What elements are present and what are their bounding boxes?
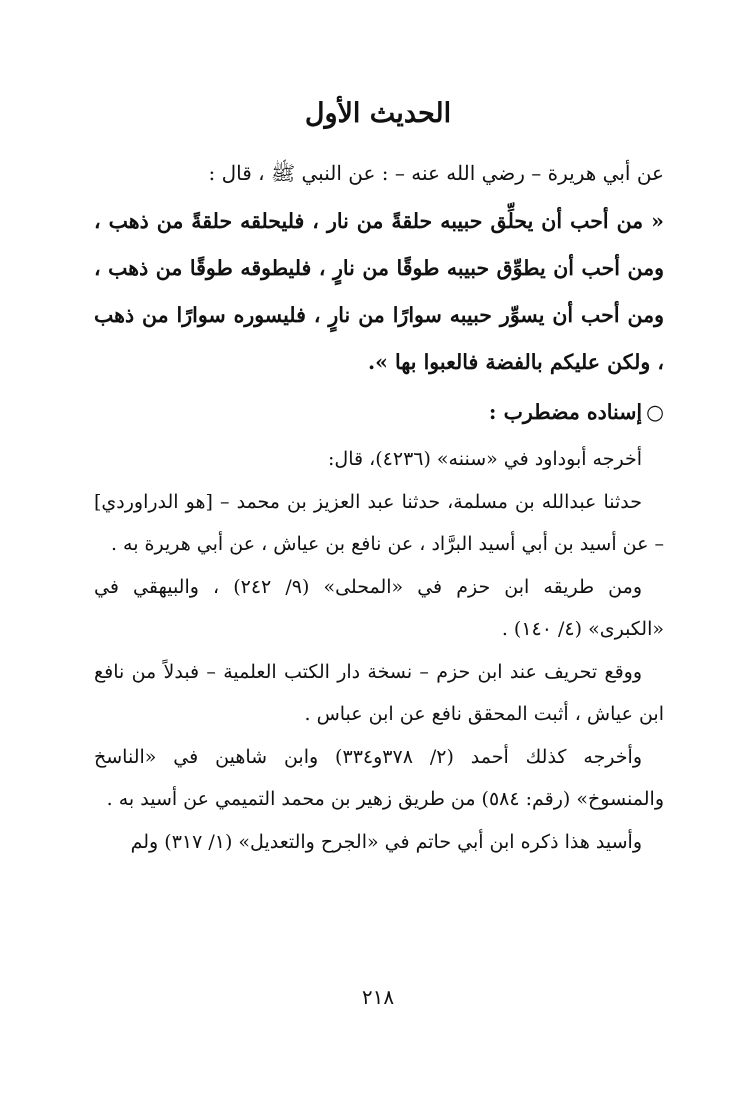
- hadith-text: « من أحب أن يحلِّق حبيبه حلقةً من نار ، فليحلقه حلقةً من ذهب ، ومن أحب أن يطوِّق حبيبه طوقًا من نارٍ ، فليطوقه طوقًا من ذهب ، ومن أحب أن يسوِّر حبيبه سوارًا من نارٍ ، فليسوره سوارًا من ذهب ، ولكن عليكم بالفضة فالعبوا بها ».: [94, 209, 664, 374]
- commentary-body: [94, 438, 664, 863]
- paragraph-takhrij: أخرجه أبوداود في «سننه» (٤٢٣٦)، قال:: [327, 448, 642, 470]
- paragraph-ahmad: وأخرجه كذلك أحمد (٢/ ٣٧٨و٣٣٤) وابن شاهين في «الناسخ والمنسوخ» (رقم: ٥٨٤) من طريق زهير بن محمد التميمي عن أسيد به .: [94, 745, 664, 810]
- page-number: ٢١٨: [361, 985, 395, 1009]
- isnad-heading: [94, 394, 664, 430]
- paragraph-usayd: وأسيد هذا ذكره ابن أبي حاتم في «الجرح والتعديل» (١/ ٣١٧) ولم: [130, 830, 642, 853]
- paragraph-ibn-hazm: ومن طريقه ابن حزم في «المحلى» (٩/ ٢٤٢) ، والبيهقي في «الكبرى» (٤/ ١٤٠) .: [94, 575, 664, 640]
- paragraph-tahrif: ووقع تحريف عند ابن حزم – نسخة دار الكتب العلمية – فبدلاً من نافع ابن عياش ، أثبت المحقق نافع عن ابن عباس .: [94, 660, 664, 725]
- paragraph-chain: حدثنا عبدالله بن مسلمة، حدثنا عبد العزيز بن محمد – [هو الدراوردي] – عن أسيد بن أبي أسيد البرَّاد ، عن نافع بن عياش ، عن أبي هريرة به .: [94, 490, 664, 555]
- bullet-circle-icon: ○: [646, 400, 664, 424]
- hadith-intro: عن أبي هريرة – رضي الله عنه – : عن النبي ﷺ ، قال :: [208, 161, 664, 185]
- section-title: الحديث الأول: [304, 98, 452, 129]
- isnad-heading-text: إسناده مضطرب :: [488, 400, 643, 424]
